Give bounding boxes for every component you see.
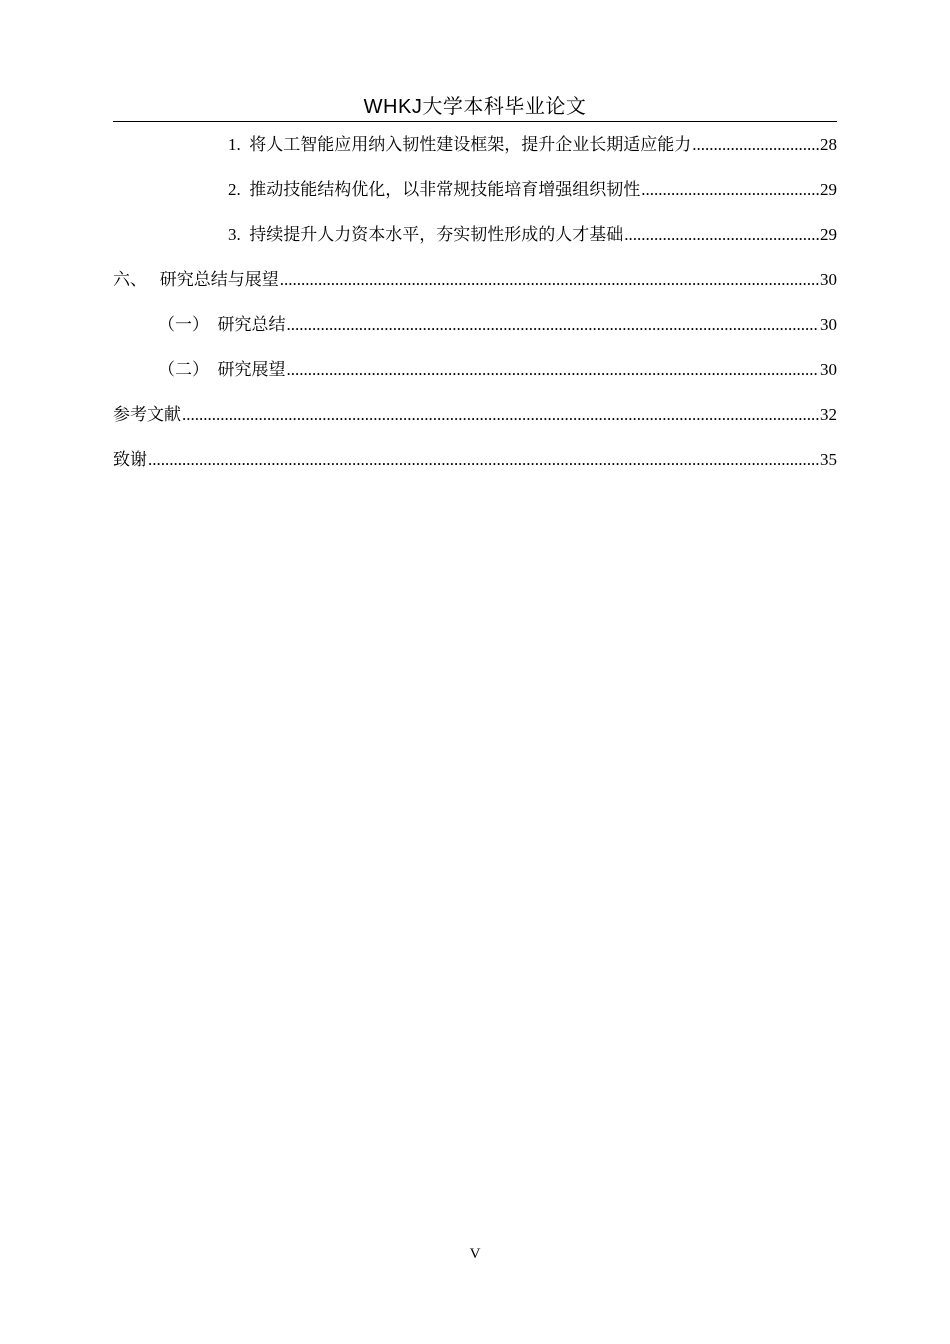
toc-leader-dots	[641, 176, 819, 204]
toc-leader-dots	[280, 266, 819, 294]
toc-entry-number: 1.	[228, 135, 250, 154]
toc-entry-title: 研究总结	[217, 315, 286, 334]
toc-entry-page: 30	[820, 315, 837, 334]
toc-entry-number: 2.	[228, 180, 250, 199]
toc-entry-page: 28	[820, 135, 837, 154]
toc-entry-acknowledgements[interactable]	[113, 446, 837, 491]
toc-entry-5-4-1[interactable]	[113, 131, 837, 176]
toc-leader-dots	[692, 131, 819, 159]
toc-entry-number: 六、	[113, 270, 160, 289]
toc-entry-title: 致谢	[113, 450, 147, 469]
toc-entry-title: 推动技能结构优化，以非常规技能培育增强组织韧性	[249, 180, 641, 199]
toc-entry-chapter-6[interactable]	[113, 266, 837, 311]
toc-leader-dots	[624, 221, 819, 249]
toc-entry-number: （二）	[158, 360, 218, 379]
toc-entry-6-2[interactable]	[113, 356, 837, 401]
toc-entry-title: 研究展望	[217, 360, 286, 379]
toc-entry-5-4-3[interactable]	[113, 221, 837, 266]
toc-entry-title: 研究总结与展望	[159, 270, 279, 289]
toc-entry-title: 将人工智能应用纳入韧性建设框架，提升企业长期适应能力	[249, 135, 692, 154]
page-header	[113, 94, 837, 120]
toc-entry-title: 参考文献	[113, 405, 181, 424]
toc-leader-dots	[287, 356, 820, 384]
toc-entry-page: 30	[820, 270, 837, 289]
toc-entry-page: 30	[820, 360, 837, 379]
header-school-code: WHKJ	[363, 96, 423, 118]
page-number: V	[469, 1246, 481, 1262]
toc-entry-number: 3.	[228, 225, 250, 244]
toc-entry-page: 29	[820, 225, 837, 244]
header-title: 大学本科毕业论文	[422, 96, 587, 118]
toc-entry-page: 32	[820, 405, 837, 424]
header-rule	[113, 121, 837, 122]
toc-entry-references[interactable]	[113, 401, 837, 446]
toc-leader-dots	[148, 446, 819, 474]
table-of-contents	[113, 131, 837, 491]
toc-entry-6-1[interactable]	[113, 311, 837, 356]
toc-leader-dots	[287, 311, 820, 339]
toc-entry-title: 持续提升人力资本水平，夯实韧性形成的人才基础	[249, 225, 624, 244]
toc-leader-dots	[182, 401, 819, 429]
toc-entry-page: 29	[820, 180, 837, 199]
toc-entry-page: 35	[820, 450, 837, 469]
toc-entry-5-4-2[interactable]	[113, 176, 837, 221]
toc-entry-number: （一）	[158, 315, 218, 334]
